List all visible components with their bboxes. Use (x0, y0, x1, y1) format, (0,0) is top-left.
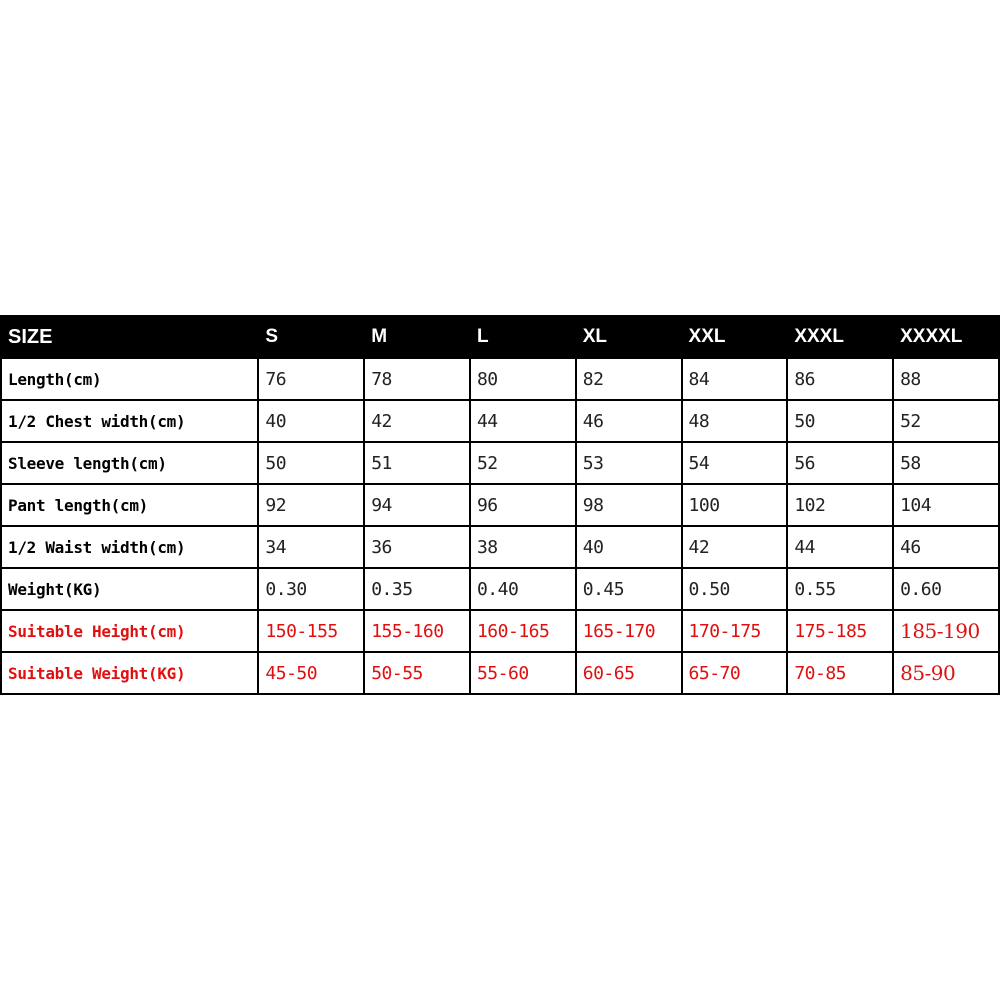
table-cell: 52 (893, 400, 999, 442)
table-row-1-2-chest-width-cm (1, 400, 999, 442)
table-cell: 86 (787, 358, 893, 400)
row-label: Suitable Height(cm) (1, 610, 258, 652)
table-row-sleeve-length-cm (1, 442, 999, 484)
table-cell: 58 (893, 442, 999, 484)
size-header-xxxl: XXXL (787, 316, 893, 358)
size-header-s: S (258, 316, 364, 358)
header-row (1, 316, 999, 358)
table-cell: 50 (787, 400, 893, 442)
size-header-xxl: XXL (682, 316, 788, 358)
size-header-xl: XL (576, 316, 682, 358)
table-cell: 185-190 (893, 610, 999, 652)
table-cell: 80 (470, 358, 576, 400)
table-cell: 78 (364, 358, 470, 400)
table-cell: 0.45 (576, 568, 682, 610)
size-header-xxxxl: XXXXL (893, 316, 999, 358)
table-cell: 85-90 (893, 652, 999, 694)
size-header-m: M (364, 316, 470, 358)
table-cell: 56 (787, 442, 893, 484)
row-label: 1/2 Waist width(cm) (1, 526, 258, 568)
table-cell: 53 (576, 442, 682, 484)
table-cell: 42 (364, 400, 470, 442)
table-cell: 70-85 (787, 652, 893, 694)
table-cell: 44 (470, 400, 576, 442)
table-cell: 52 (470, 442, 576, 484)
table-cell: 0.60 (893, 568, 999, 610)
table-cell: 96 (470, 484, 576, 526)
table-cell: 76 (258, 358, 364, 400)
table-cell: 46 (893, 526, 999, 568)
table-cell: 155-160 (364, 610, 470, 652)
table-cell: 104 (893, 484, 999, 526)
table-cell: 50-55 (364, 652, 470, 694)
table-cell: 36 (364, 526, 470, 568)
table-cell: 45-50 (258, 652, 364, 694)
size-chart-table (0, 315, 1000, 695)
table-cell: 150-155 (258, 610, 364, 652)
table-cell: 88 (893, 358, 999, 400)
table-cell: 38 (470, 526, 576, 568)
table-cell: 0.35 (364, 568, 470, 610)
table-cell: 44 (787, 526, 893, 568)
table-cell: 65-70 (682, 652, 788, 694)
table-cell: 51 (364, 442, 470, 484)
table-cell: 175-185 (787, 610, 893, 652)
table-row-suitable-height-cm (1, 610, 999, 652)
table-cell: 94 (364, 484, 470, 526)
table-cell: 165-170 (576, 610, 682, 652)
table-cell: 0.55 (787, 568, 893, 610)
table-cell: 42 (682, 526, 788, 568)
table-row-pant-length-cm (1, 484, 999, 526)
table-cell: 0.40 (470, 568, 576, 610)
table-cell: 160-165 (470, 610, 576, 652)
table-cell: 34 (258, 526, 364, 568)
table-cell: 82 (576, 358, 682, 400)
table-cell: 40 (576, 526, 682, 568)
row-label: Sleeve length(cm) (1, 442, 258, 484)
size-header-l: L (470, 316, 576, 358)
table-cell: 54 (682, 442, 788, 484)
table-cell: 98 (576, 484, 682, 526)
table-cell: 92 (258, 484, 364, 526)
table-row-length-cm (1, 358, 999, 400)
table-cell: 60-65 (576, 652, 682, 694)
row-label: Length(cm) (1, 358, 258, 400)
table-cell: 84 (682, 358, 788, 400)
table-cell: 40 (258, 400, 364, 442)
row-label: Suitable Weight(KG) (1, 652, 258, 694)
table-cell: 48 (682, 400, 788, 442)
table-row-1-2-waist-width-cm (1, 526, 999, 568)
size-header-label: SIZE (1, 316, 258, 358)
table-row-weight-kg (1, 568, 999, 610)
table-cell: 100 (682, 484, 788, 526)
table-cell: 46 (576, 400, 682, 442)
table-row-suitable-weight-kg (1, 652, 999, 694)
row-label: Weight(KG) (1, 568, 258, 610)
row-label: Pant length(cm) (1, 484, 258, 526)
table-cell: 0.50 (682, 568, 788, 610)
table-cell: 0.30 (258, 568, 364, 610)
table-cell: 50 (258, 442, 364, 484)
table-cell: 55-60 (470, 652, 576, 694)
table-cell: 102 (787, 484, 893, 526)
table-cell: 170-175 (682, 610, 788, 652)
row-label: 1/2 Chest width(cm) (1, 400, 258, 442)
